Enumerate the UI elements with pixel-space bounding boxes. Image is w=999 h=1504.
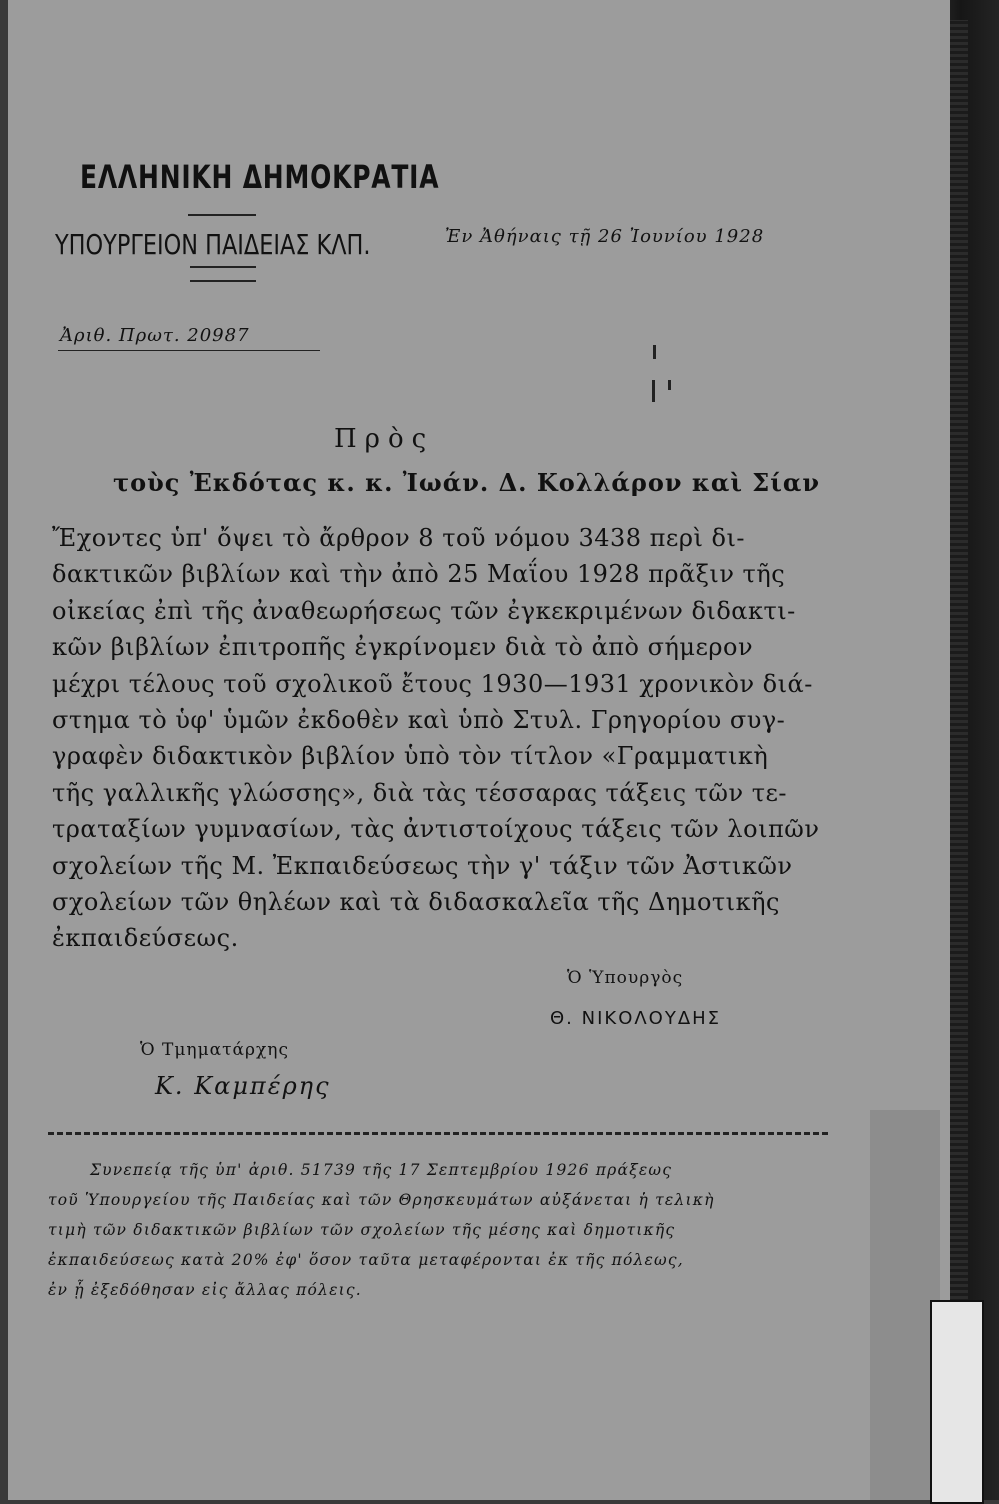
ink-mark <box>668 380 671 390</box>
footnote-line: τιμὴ τῶν διδακτικῶν βιβλίων τῶν σχολείων τῆς μέσης καὶ δημοτικῆς <box>48 1221 676 1239</box>
footnote-line: τοῦ Ὑπουργείου τῆς Παιδείας καὶ τῶν Θρησκευμάτων αὐξάνεται ἡ τελικὴ <box>48 1191 715 1209</box>
section-head-role: Ὁ Τμηματάρχης <box>140 1040 289 1060</box>
footnote-line: Συνεπείᾳ τῆς ὑπ' ἀριθ. 51739 τῆς 17 Σεπτεμβρίου 1926 πράξεως <box>90 1161 673 1179</box>
body-line: σχολείων τῆς Μ. Ἐκπαιδεύσεως τὴν γ' τάξιν τῶν Ἀστικῶν <box>52 851 793 880</box>
body-line: οἰκείας ἐπὶ τῆς ἀναθεωρήσεως τῶν ἐγκεκριμένων διδακτι- <box>52 596 796 625</box>
ink-mark <box>652 380 655 402</box>
addressee-line: τοὺς Ἐκδότας κ. κ. Ἰωάν. Δ. Κολλάρον καὶ Σίαν <box>113 468 820 497</box>
ministry-name: ΥΠΟΥΡΓΕΙΟΝ ΠΑΙΔΕΙΑΣ ΚΛΠ. <box>55 228 371 261</box>
header-title: ΕΛΛΗΝΙΚΗ ΔΗΜΟΚΡΑΤΙΑ <box>80 158 440 196</box>
body-line: γραφὲν διδακτικὸν βιβλίον ὑπὸ τὸν τίτλον «Γραμματικὴ <box>52 742 769 771</box>
body-line: Ἔχοντες ὑπ' ὄψει τὸ ἄρθρον 8 τοῦ νόμου 3438 περὶ δι- <box>52 524 745 552</box>
ink-mark <box>653 345 656 359</box>
body-line: τῆς γαλλικῆς γλώσσης», διὰ τὰς τέσσαρας τάξεις τῶν τε- <box>52 778 788 807</box>
body-line: μέχρι τέλους τοῦ σχολικοῦ ἔτους 1930—1931 χρονικὸν διά- <box>52 669 813 698</box>
body-line: δακτικῶν βιβλίων καὶ τὴν ἀπὸ 25 Μαΐου 1928 πρᾶξιν τῆς <box>52 560 786 589</box>
body-line: ἐκπαιδεύσεως. <box>52 924 239 953</box>
protocol-number: Ἀριθ. Πρωτ. 20987 <box>60 325 250 346</box>
body-line: σχολείων τῶν θηλέων καὶ τὰ διδασκαλεῖα τῆς Δημοτικῆς <box>52 888 780 917</box>
footnote-line: ἐκπαιδεύσεως κατὰ 20% ἐφ' ὅσον ταῦτα μεταφέρονται ἐκ τῆς πόλεως, <box>48 1251 684 1269</box>
header-divider <box>188 214 256 216</box>
footnote-divider <box>48 1132 828 1135</box>
minister-role: Ὁ Ὑπουργὸς <box>567 968 684 988</box>
document-date: Ἐν Ἀθήναις τῇ 26 Ἰουνίου 1928 <box>445 226 765 247</box>
addressee-heading: Πρὸς <box>334 424 435 454</box>
ministry-divider-2 <box>190 280 256 282</box>
library-label <box>930 1300 984 1504</box>
letter-body <box>52 520 820 957</box>
protocol-underline <box>58 350 320 351</box>
ministry-divider <box>190 266 256 268</box>
body-line: στημα τὸ ὑφ' ὑμῶν ἐκδοθὲν καὶ ὑπὸ Στυλ. Γρηγορίου συγ- <box>52 706 786 735</box>
minister-name: Θ. ΝΙΚΟΛΟΥΔΗΣ <box>550 1008 722 1029</box>
footnote <box>48 1155 823 1305</box>
footnote-line: ἐν ᾗ ἐξεδόθησαν εἰς ἄλλας πόλεις. <box>48 1281 362 1299</box>
body-line: τραταξίων γυμνασίων, τὰς ἀντιστοίχους τάξεις τῶν λοιπῶν <box>52 815 820 844</box>
spine-binding <box>950 20 968 1500</box>
section-head-name: Κ. Καμπέρης <box>155 1072 331 1100</box>
body-line: κῶν βιβλίων ἐπιτροπῆς ἐγκρίνομεν διὰ τὸ ἀπὸ σήμερον <box>52 633 754 662</box>
